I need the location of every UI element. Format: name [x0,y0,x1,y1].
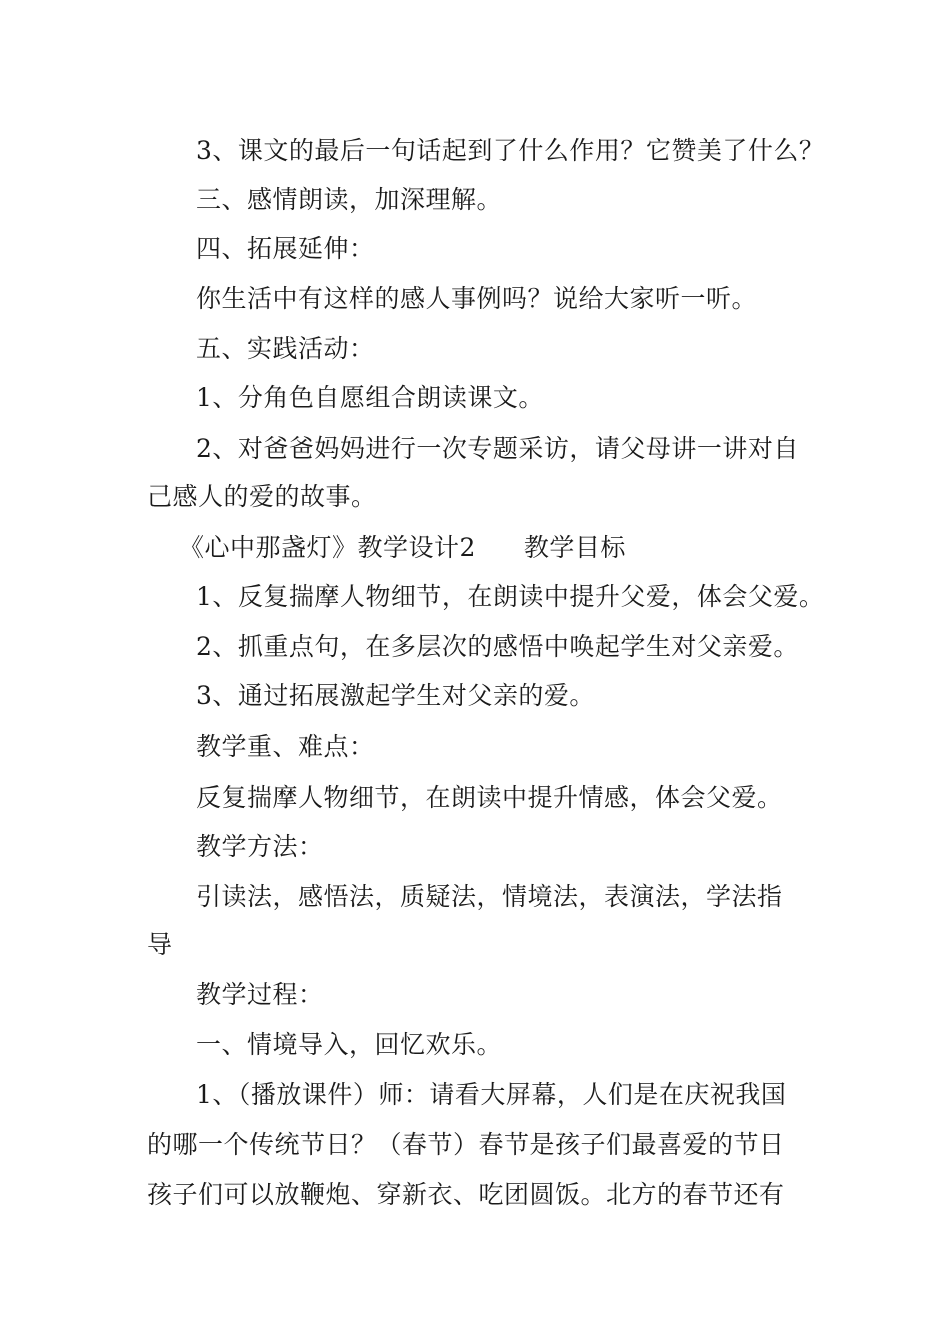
text-line: 的哪一个传统节日？（春节）春节是孩子们最喜爱的节日 [147,1130,785,1159]
text-line: 导 [147,930,173,959]
text-line: 1、（播放课件）师：请看大屏幕，人们是在庆祝我国 [196,1080,787,1109]
text-line: 你生活中有这样的感人事例吗？说给大家听一听。 [196,284,758,313]
text-line: 四、拓展延伸： [196,234,375,263]
text-line: 反复揣摩人物细节，在朗读中提升情感，体会父爱。 [196,783,783,812]
text-line: 2、抓重点句，在多层次的感悟中唤起学生对父亲爱。 [196,632,799,661]
text-line: 引读法，感悟法，质疑法，情境法，表演法，学法指 [196,882,783,911]
text-line: 教学重、难点： [196,732,375,761]
text-line: 1、反复揣摩人物细节，在朗读中提升父爱，体会父爱。 [196,582,825,611]
document-title: 《心中那盏灯》教学设计2 [179,533,476,562]
heading-line [179,533,626,563]
text-line: 1、分角色自愿组合朗读课文。 [196,383,544,412]
text-line: 己感人的爱的故事。 [147,482,377,511]
text-line: 3、通过拓展激起学生对父亲的爱。 [196,681,595,710]
text-line: 教学过程： [196,980,324,1009]
text-line: 一、情境导入，回忆欢乐。 [196,1030,503,1059]
section-heading: 教学目标 [523,533,626,562]
text-line: 五、实践活动： [196,334,375,363]
text-line: 三、感情朗读，加深理解。 [196,185,503,214]
text-line: 2、对爸爸妈妈进行一次专题采访，请父母讲一讲对自 [196,434,799,463]
text-line: 孩子们可以放鞭炮、穿新衣、吃团圆饭。北方的春节还有 [147,1180,785,1209]
text-line: 3、课文的最后一句话起到了什么作用？它赞美了什么？ [196,136,825,165]
text-line: 教学方法： [196,832,324,861]
